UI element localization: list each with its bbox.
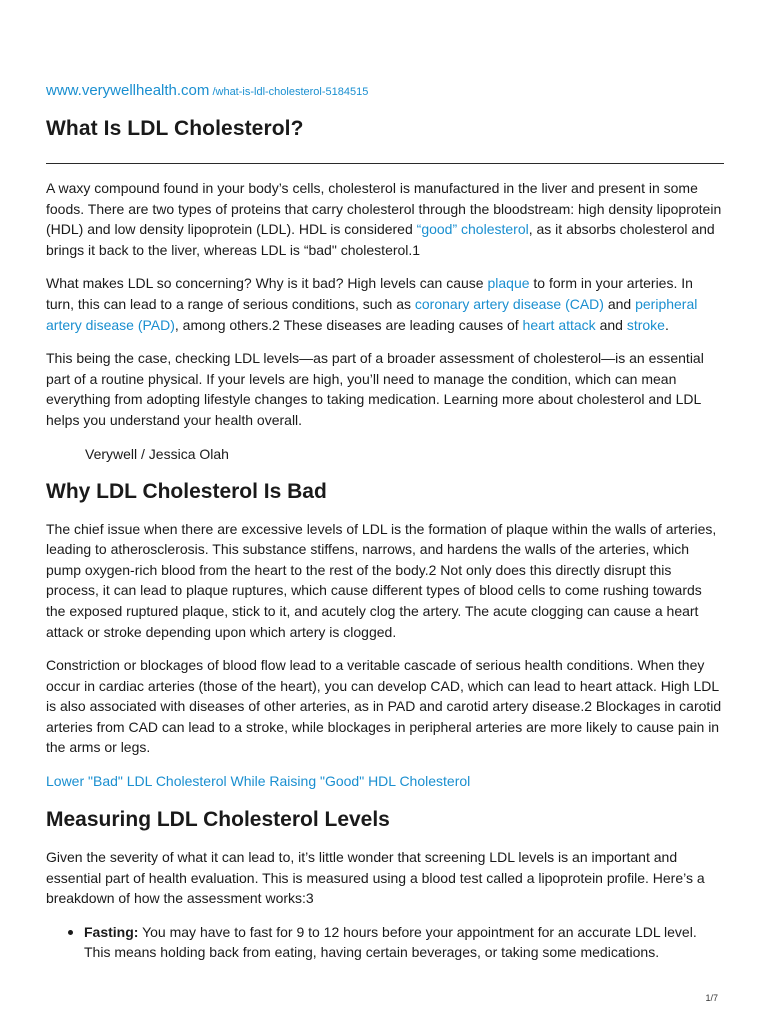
source-url[interactable] [46, 82, 368, 100]
text-run: to form in your arteries. In turn, this can lead to a range of serious conditions, such as [46, 275, 693, 312]
related-article [46, 771, 724, 791]
page-title: What Is LDL Cholesterol? [46, 117, 304, 140]
text-run: , among others.2 These diseases are leading causes of [174, 316, 523, 333]
plaque-link[interactable]: plaque [487, 275, 530, 292]
heart-attack-link[interactable]: heart attack [522, 316, 596, 333]
bullet-dot-icon [68, 930, 73, 935]
text-run: , as it absorbs cholesterol and brings it back to the liver, whereas LDL is “bad" cholesterol.1 [46, 221, 715, 258]
related-article-link[interactable]: Lower "Bad" LDL Cholesterol While Raising "Good" HDL Cholesterol [46, 773, 471, 790]
list-item-text: You may have to fast for 9 to 12 hours before your appointment for an accurate LDL level. This means holding back from eating, having certain beverages, or taking some medications. [84, 923, 697, 961]
intro-paragraph-2 [46, 273, 724, 335]
page-number: 1/7 [705, 993, 718, 1003]
stroke-link[interactable]: stroke [626, 316, 665, 333]
assessment-list [46, 922, 724, 963]
text-run: and [603, 295, 636, 312]
title-divider [46, 163, 724, 164]
text-run: . [664, 316, 669, 333]
pad-link[interactable]: peripheral artery disease (PAD) [46, 295, 698, 333]
list-item [84, 922, 724, 963]
measuring-paragraph-1: Given the severity of what it can lead to, it’s little wonder that screening LDL levels is an important and essential part of health evaluation. This is measured using a blood test called a lipoprotein profile. Here’s a breakdown of how the assessment works:3 [46, 849, 705, 907]
cad-link[interactable]: coronary artery disease (CAD) [414, 295, 604, 312]
list-item-label: Fasting: [84, 923, 139, 940]
text-run: A waxy compound found in your body’s cells, cholesterol is manufactured in the liver and present in some foods. There are two types of proteins that carry cholesterol through the bloodstream: high density lipoprotein (HDL) and low density lipoprotein (LDL). HDL is considered [46, 180, 722, 238]
why-bad-paragraph-1: The chief issue when there are excessive levels of LDL is the formation of plaque within the walls of arteries, leading to atherosclerosis. This substance stiffens, narrows, and hardens the walls of the arteries, which pump oxygen-rich blood from the heart to the rest of the body.2 Not only does this directly disrupt this process, it can lead to plaque ruptures, which cause different types of blood cells to come rushing towards the exposed ruptured plaque, stick to it, and acutely clog the artery. The acute clogging can cause a heart attack or stroke depending upon which artery is clogged. [46, 520, 717, 640]
why-bad-paragraph-2: Constriction or blockages of blood flow lead to a veritable cascade of serious health conditions. When they occur in cardiac arteries (those of the heart), you can develop CAD, which can lead to heart attack. High LDL is also associated with diseases of other arteries, as in PAD and carotid artery disease.2 Blockages in carotid arteries from CAD can lead to a stroke, while blockages in peripheral arteries are more likely to cause pain in the arms or legs. [46, 657, 722, 756]
section-heading-measuring: Measuring LDL Cholesterol Levels [46, 808, 390, 832]
article-body [46, 178, 724, 963]
text-run: What makes LDL so concerning? Why is it bad? High levels can cause [46, 275, 488, 292]
source-path-link[interactable]: /what-is-ldl-cholesterol-5184515 [209, 86, 369, 98]
intro-paragraph-1 [46, 178, 724, 260]
section-heading-why-bad: Why LDL Cholesterol Is Bad [46, 479, 327, 503]
intro-paragraph-3: This being the case, checking LDL levels—as part of a broader assessment of cholesterol—is an essential part of a routine physical. If your levels are high, you’ll need to manage the condition, which can mean everything from adopting lifestyle changes to taking medication. Learning more about cholesterol and LDL helps you understand your health overall. [46, 350, 704, 428]
image-credit: Verywell / Jessica Olah [85, 445, 229, 462]
source-domain-link[interactable]: www.verywellhealth.com [46, 82, 210, 99]
good-cholesterol-link[interactable]: “good” cholesterol [416, 221, 529, 238]
text-run: and [595, 316, 627, 333]
